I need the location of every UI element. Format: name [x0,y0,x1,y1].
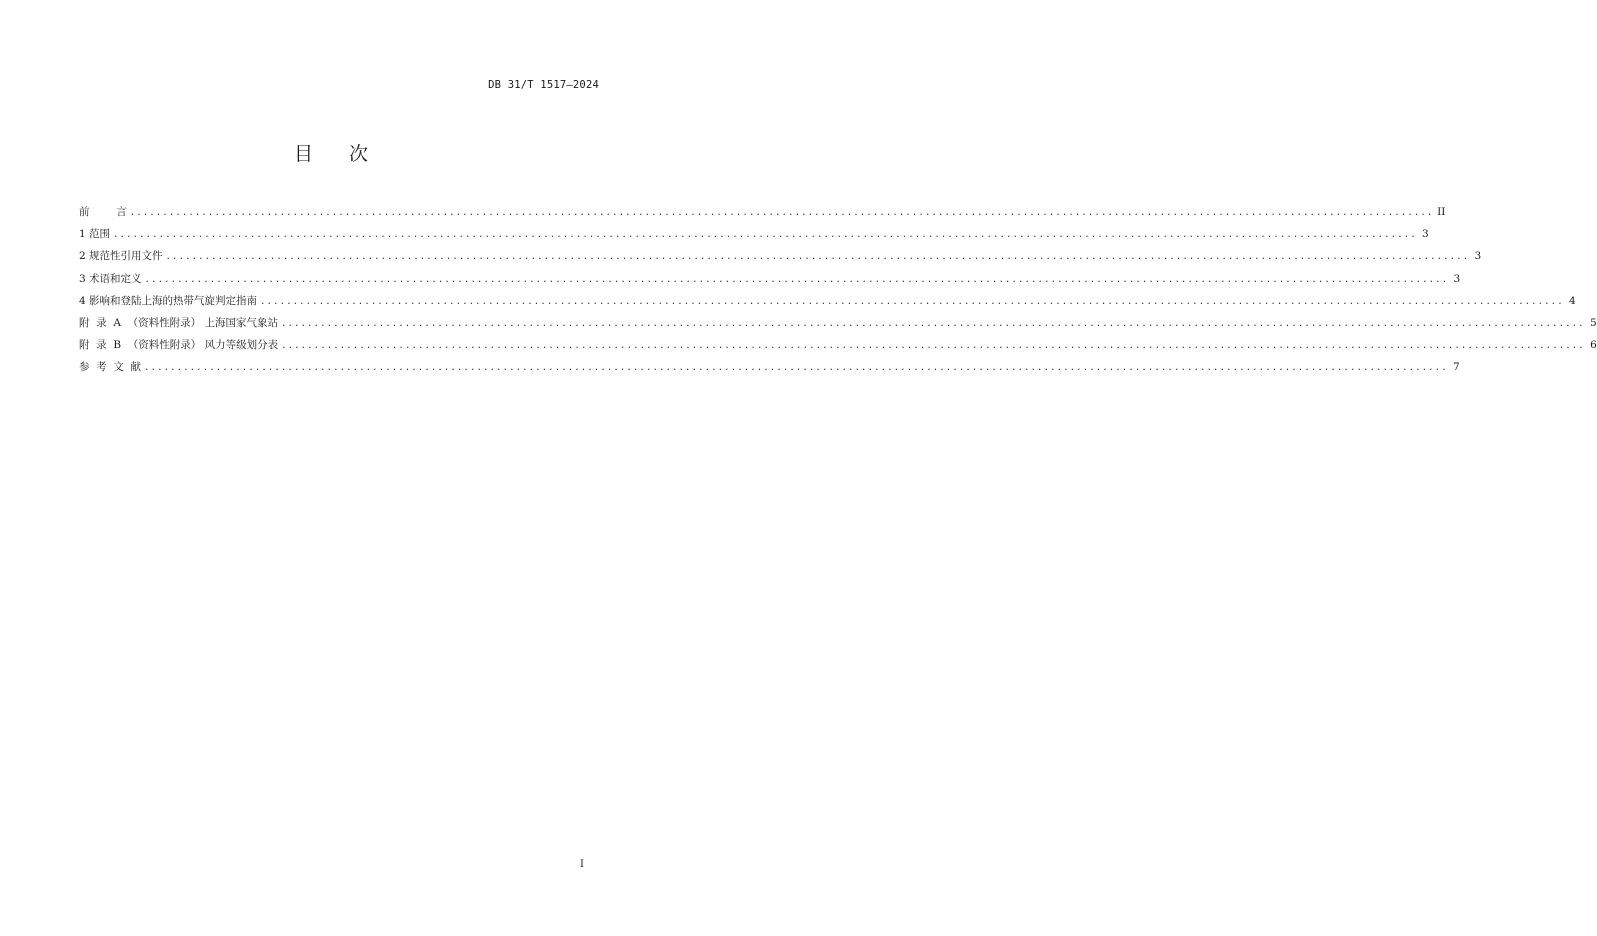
toc-entry-guidelines[interactable] [79,290,1576,312]
toc-entry-label: 4 影响和登陆上海的热带气旋判定指南 [79,294,258,307]
toc-title-char-1: 目 [293,143,313,165]
toc-entry-page: 3 [1422,228,1429,241]
table-of-contents [79,201,1597,379]
dot-leader: ........................................................................................................................................................................................................ [144,274,1449,285]
toc-entry-page: 4 [1569,294,1576,307]
dot-leader: ........................................................................................................................................................................................................ [165,252,1470,263]
toc-entry-label: 2 规范性引用文件 [79,250,163,263]
document-code: DB 31/T 1517—2024 [488,79,599,91]
toc-entry-page: 6 [1590,339,1597,352]
dot-leader: ........................................................................................................................................................................................................ [280,318,1585,329]
toc-entry-label: 附 录 A （资料性附录） 上海国家气象站 [79,316,278,329]
dot-leader: ........................................................................................................................................................................................................ [281,341,1585,352]
toc-entry-bibliography[interactable] [79,356,1460,378]
toc-entry-appendix-a[interactable] [79,312,1597,334]
toc-entry-page: 7 [1453,361,1460,374]
toc-entry-label: 3 术语和定义 [79,272,142,285]
toc-title-char-2: 次 [349,143,369,165]
toc-entry-label: 附 录 B （资料性附录） 风力等级划分表 [79,339,279,352]
page-number: I [580,859,584,870]
toc-entry-page: 3 [1474,250,1482,263]
toc-entry-foreword[interactable] [79,201,1446,223]
toc-entry-page: 5 [1589,316,1597,329]
dot-leader: ........................................................................................................................................................................................................ [260,296,1564,307]
toc-entry-label: 前 言 [79,206,127,218]
toc-entry-scope[interactable] [79,223,1429,245]
dot-leader: ........................................................................................................................................................................................................ [144,363,1448,374]
dot-leader: ........................................................................................................................................................................................................ [129,208,1434,218]
toc-entry-normative-references[interactable] [79,245,1482,267]
toc-entry-label: 1 范围 [79,228,111,241]
toc-entry-page: II [1437,206,1446,218]
toc-entry-appendix-b[interactable] [79,334,1597,356]
dot-leader: ........................................................................................................................................................................................................ [113,230,1417,241]
toc-title [0,139,662,166]
toc-entry-terms-definitions[interactable] [79,268,1461,290]
toc-entry-page: 3 [1453,272,1461,285]
toc-entry-label: 参 考 文 献 [79,361,142,374]
